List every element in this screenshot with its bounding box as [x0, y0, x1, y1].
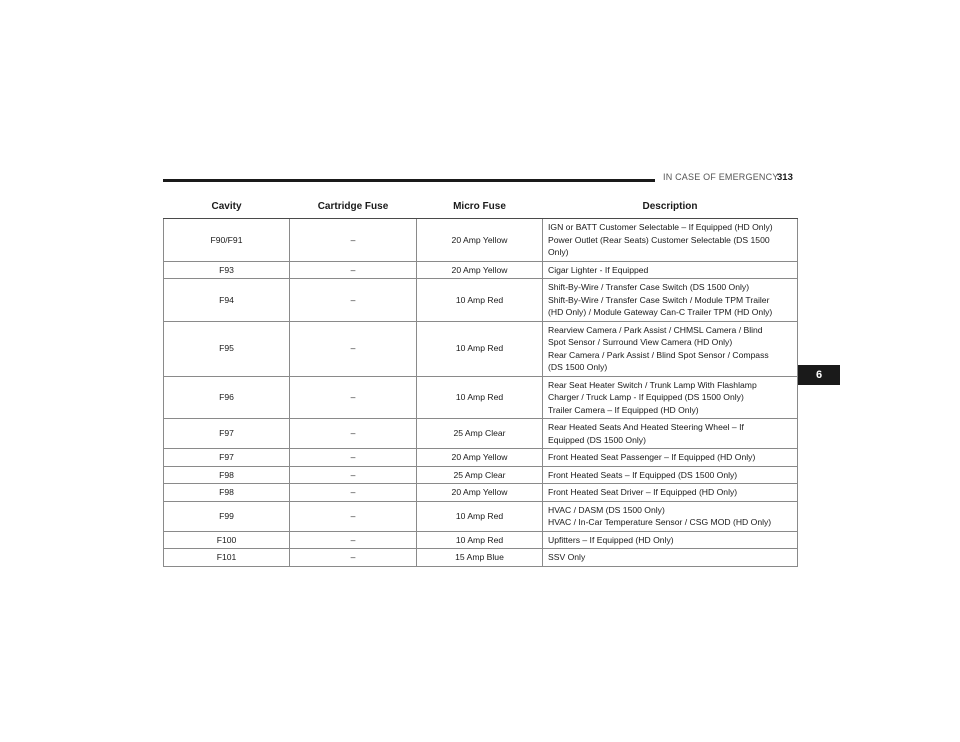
chapter-number: 6: [815, 369, 823, 381]
cell-micro-fuse: 20 Amp Yellow: [417, 219, 543, 262]
description-line: Only): [548, 247, 569, 257]
cell-micro-fuse: 10 Amp Red: [417, 321, 543, 376]
cell-cavity: F97: [164, 419, 290, 449]
description-line: Front Heated Seats – If Equipped (DS 1500 Only): [548, 469, 738, 480]
cell-micro-fuse: 25 Amp Clear: [417, 466, 543, 484]
table-row: [164, 419, 798, 449]
cell-description: [543, 531, 798, 549]
cell-description: [543, 484, 798, 502]
cell-cavity: F96: [164, 376, 290, 419]
description-line: Trailer Camera – If Equipped (HD Only): [548, 404, 699, 415]
cell-cartridge-fuse: –: [290, 419, 417, 449]
cell-cavity: F99: [164, 501, 290, 531]
column-header-description: Description: [543, 196, 798, 219]
cell-description: [543, 261, 798, 279]
table-row: [164, 531, 798, 549]
cell-cartridge-fuse: –: [290, 449, 417, 467]
table-row: [164, 466, 798, 484]
cell-cartridge-fuse: –: [290, 261, 417, 279]
description-line: Spot Sensor / Surround View Camera (HD Only): [548, 337, 733, 347]
description-line: Charger / Truck Lamp - If Equipped (DS 1500 Only): [548, 392, 744, 402]
header-rule: [163, 179, 655, 182]
cell-micro-fuse: 20 Amp Yellow: [417, 484, 543, 502]
cell-description: [543, 219, 798, 262]
cell-description: [543, 549, 798, 567]
cell-micro-fuse: 15 Amp Blue: [417, 549, 543, 567]
table-row: [164, 321, 798, 376]
description-line: Rearview Camera / Park Assist / CHMSL Camera / Blind: [548, 324, 763, 335]
description-line: Shift-By-Wire / Transfer Case Switch (DS 1500 Only): [548, 282, 750, 292]
table-row: [164, 484, 798, 502]
description-line: HVAC / In-Car Temperature Sensor / CSG MOD (HD Only): [548, 517, 772, 527]
table-row: [164, 261, 798, 279]
description-line: (DS 1500 Only): [548, 362, 608, 372]
description-line: Equipped (DS 1500 Only): [548, 434, 646, 445]
table-row: [164, 501, 798, 531]
section-title: IN CASE OF EMERGENCY: [663, 172, 779, 182]
cell-cartridge-fuse: –: [290, 466, 417, 484]
cell-micro-fuse: 10 Amp Red: [417, 501, 543, 531]
cell-cavity: F90/F91: [164, 219, 290, 262]
cell-description: [543, 419, 798, 449]
description-line: HVAC / DASM (DS 1500 Only): [548, 504, 665, 515]
description-line: Front Heated Seat Passenger – If Equipped (HD Only): [548, 452, 756, 462]
cell-cavity: F98: [164, 466, 290, 484]
cell-micro-fuse: 10 Amp Red: [417, 376, 543, 419]
cell-description: [543, 279, 798, 322]
cell-cavity: F95: [164, 321, 290, 376]
page-number: 313: [777, 172, 793, 183]
fuse-table: [163, 196, 798, 567]
column-header-micro-fuse: Micro Fuse: [417, 196, 543, 219]
column-header-cartridge-fuse: Cartridge Fuse: [290, 196, 417, 219]
cell-cartridge-fuse: –: [290, 321, 417, 376]
description-line: Front Heated Seat Driver – If Equipped (HD Only): [548, 487, 738, 497]
cell-cavity: F97: [164, 449, 290, 467]
table-header-row: [164, 196, 798, 219]
table-row: [164, 376, 798, 419]
description-line: Power Outlet (Rear Seats) Customer Selectable (DS 1500: [548, 234, 770, 245]
cell-description: [543, 321, 798, 376]
cell-cartridge-fuse: –: [290, 501, 417, 531]
cell-cavity: F93: [164, 261, 290, 279]
cell-cartridge-fuse: –: [290, 279, 417, 322]
table-body: [164, 219, 798, 567]
description-line: (HD Only) / Module Gateway Can-C Trailer TPM (HD Only): [548, 307, 773, 317]
cell-cavity: F94: [164, 279, 290, 322]
cell-cartridge-fuse: –: [290, 531, 417, 549]
cell-cavity: F100: [164, 531, 290, 549]
table-row: [164, 549, 798, 567]
cell-cartridge-fuse: –: [290, 549, 417, 567]
cell-cavity: F101: [164, 549, 290, 567]
description-line: Rear Camera / Park Assist / Blind Spot Sensor / Compass: [548, 349, 769, 360]
description-line: IGN or BATT Customer Selectable – If Equipped (HD Only): [548, 222, 773, 232]
cell-description: [543, 376, 798, 419]
cell-cartridge-fuse: –: [290, 484, 417, 502]
cell-cavity: F98: [164, 484, 290, 502]
chapter-tab: [798, 365, 840, 385]
table-row: [164, 449, 798, 467]
column-header-cavity: Cavity: [164, 196, 290, 219]
description-line: Rear Seat Heater Switch / Trunk Lamp With Flashlamp: [548, 379, 757, 390]
cell-description: [543, 501, 798, 531]
table-row: [164, 279, 798, 322]
cell-micro-fuse: 25 Amp Clear: [417, 419, 543, 449]
cell-micro-fuse: 10 Amp Red: [417, 279, 543, 322]
cell-micro-fuse: 20 Amp Yellow: [417, 261, 543, 279]
description-line: Shift-By-Wire / Transfer Case Switch / Module TPM Trailer: [548, 294, 770, 305]
cell-description: [543, 466, 798, 484]
cell-cartridge-fuse: –: [290, 376, 417, 419]
description-line: Upfitters – If Equipped (HD Only): [548, 534, 674, 545]
cell-cartridge-fuse: –: [290, 219, 417, 262]
description-line: Cigar Lighter - If Equipped: [548, 264, 649, 275]
cell-micro-fuse: 10 Amp Red: [417, 531, 543, 549]
cell-description: [543, 449, 798, 467]
table-row: [164, 219, 798, 262]
cell-micro-fuse: 20 Amp Yellow: [417, 449, 543, 467]
description-line: SSV Only: [548, 552, 586, 562]
description-line: Rear Heated Seats And Heated Steering Wheel – If: [548, 422, 744, 432]
